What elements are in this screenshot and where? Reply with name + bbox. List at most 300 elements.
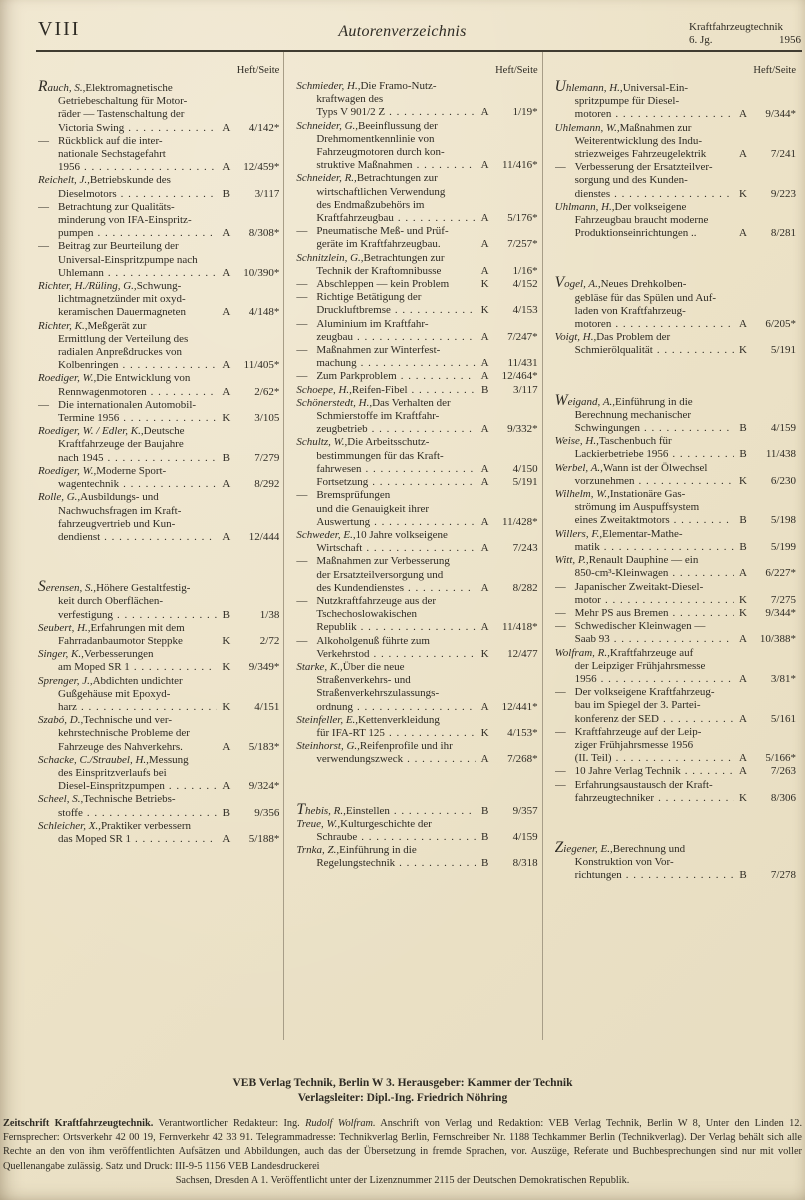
index-entry bbox=[38, 648, 279, 674]
category-letter: B bbox=[222, 806, 230, 819]
index-entry bbox=[555, 779, 796, 805]
index-entry bbox=[296, 278, 537, 291]
category-letter: A bbox=[739, 227, 747, 240]
author-name: Wolfram, R., bbox=[554, 646, 610, 659]
index-entry-line bbox=[38, 531, 279, 544]
dot-leader bbox=[374, 516, 476, 529]
entry-title-text: Wirtschaft bbox=[316, 542, 363, 555]
index-entry-line bbox=[38, 780, 279, 793]
index-entry-line bbox=[555, 647, 796, 660]
entry-title-text: ordnung bbox=[316, 700, 353, 713]
issue-page-ref: 4/151 bbox=[254, 700, 280, 713]
category-letter: B bbox=[739, 540, 747, 553]
dot-leader bbox=[615, 318, 734, 331]
ditto-dash: — bbox=[554, 161, 566, 174]
entry-title-text: Technik der Kraftomnibusse bbox=[316, 264, 442, 277]
category-letter: A bbox=[739, 765, 747, 778]
index-entry bbox=[296, 635, 537, 661]
journal-volume: 6. Jg. bbox=[689, 34, 713, 46]
entry-title-text: 10 Jahre Verlag Technik bbox=[574, 765, 681, 778]
category-letter: A bbox=[222, 740, 231, 753]
category-letter: A bbox=[739, 108, 747, 121]
dot-leader bbox=[372, 476, 475, 489]
index-entry-line bbox=[38, 320, 279, 333]
category-letter: K bbox=[222, 661, 231, 674]
journal-info bbox=[689, 21, 801, 47]
ditto-dash: — bbox=[554, 765, 566, 778]
index-entry-line bbox=[296, 357, 537, 370]
index-entry-line bbox=[296, 687, 537, 700]
entry-title-text: Höhere Gestaltfestig- bbox=[96, 582, 191, 595]
index-entry-line bbox=[38, 688, 279, 701]
index-entry-line bbox=[296, 529, 537, 542]
issue-page-ref: 7/257* bbox=[507, 238, 538, 251]
category-letter: A bbox=[480, 581, 489, 594]
category-letter: A bbox=[739, 752, 747, 765]
index-entry bbox=[555, 331, 796, 357]
category-letter: K bbox=[222, 412, 231, 425]
author-name: Steinhorst, G., bbox=[296, 740, 360, 753]
index-entry-line bbox=[296, 225, 537, 238]
category-letter: B bbox=[739, 448, 747, 461]
issue-page-ref: 7/278 bbox=[770, 869, 796, 882]
issue-page-ref: 1/38 bbox=[259, 608, 280, 621]
entry-title-text: Nachwuchsfragen im Kraft- bbox=[58, 504, 182, 517]
entry-title-text: Schmierstoffe im Kraftfahr- bbox=[316, 410, 440, 423]
category-letter: K bbox=[222, 634, 231, 647]
index-entry-line bbox=[296, 714, 537, 727]
dot-leader bbox=[616, 752, 734, 765]
index-entry bbox=[38, 754, 279, 794]
index-entry bbox=[38, 240, 279, 280]
author-name: Schneider, G., bbox=[296, 119, 359, 132]
author-name: Weise, H., bbox=[554, 435, 599, 448]
category-letter: K bbox=[739, 791, 747, 804]
index-entry-line bbox=[296, 740, 537, 753]
journal-name: Kraftfahrzeugtechnik bbox=[689, 21, 784, 33]
issue-page-ref: 11/431 bbox=[507, 357, 538, 370]
dot-leader bbox=[626, 869, 734, 882]
issue-page-ref: 5/176* bbox=[507, 212, 538, 225]
index-entry-line bbox=[555, 594, 796, 607]
index-columns bbox=[36, 52, 800, 1040]
ditto-dash: — bbox=[38, 240, 49, 253]
author-name: Wilhelm, W., bbox=[554, 488, 610, 501]
entry-title-text: konferenz der SED bbox=[574, 712, 659, 725]
index-entry bbox=[555, 276, 796, 331]
page-footer bbox=[0, 1076, 805, 1188]
author-name: Roediger, W., bbox=[38, 372, 97, 385]
index-entry bbox=[38, 135, 279, 175]
index-entry-line bbox=[38, 80, 279, 95]
entry-title-text: Kraftfahrzeuge auf bbox=[609, 646, 694, 659]
entry-title-text: Betrachtungen zur bbox=[363, 251, 445, 264]
issue-page-ref: 12/477 bbox=[507, 647, 538, 660]
entry-title-text: richtungen bbox=[574, 869, 622, 882]
entry-title-text: Japanischer Zweitakt-Diesel- bbox=[574, 580, 704, 593]
entry-title-text: Druckluftbremse bbox=[316, 304, 391, 317]
ditto-dash: — bbox=[38, 398, 49, 411]
category-letter: B bbox=[222, 608, 230, 621]
entry-title-text: Beeinflussung der bbox=[358, 119, 438, 132]
index-entry-line bbox=[296, 120, 537, 133]
entry-title-text: motoren bbox=[574, 108, 612, 121]
entry-title-text: Fortsetzung bbox=[316, 476, 369, 489]
index-entry-line bbox=[555, 331, 796, 344]
entry-title-text: Diesel-Einspritzpumpen bbox=[58, 780, 165, 793]
index-entry bbox=[296, 714, 537, 740]
entry-title-text: der Leipziger Frühjahrsmesse bbox=[574, 659, 706, 672]
entry-title-text: Reifen-Fibel bbox=[351, 383, 408, 396]
entry-title-text: dendienst bbox=[58, 530, 101, 543]
index-entry-line bbox=[296, 423, 537, 436]
entry-title-text: Maßnahmen zur bbox=[619, 121, 692, 134]
index-entry-line bbox=[38, 346, 279, 359]
dot-leader bbox=[104, 531, 217, 544]
index-entry-line bbox=[555, 765, 796, 778]
issue-page-ref: 4/153* bbox=[507, 726, 538, 739]
dot-leader bbox=[398, 212, 476, 225]
entry-title-text: Erfahrungen mit dem bbox=[90, 621, 185, 634]
entry-title-text: Kulturgeschichte der bbox=[340, 817, 432, 830]
issue-page-ref: 9/223 bbox=[770, 187, 796, 200]
index-entry bbox=[38, 174, 279, 200]
entry-title-text: Das Verhalten der bbox=[372, 396, 451, 409]
index-entry bbox=[555, 686, 796, 726]
entry-title-text: Alkoholgenuß führte zum bbox=[316, 634, 430, 647]
index-entry-line bbox=[296, 436, 537, 449]
issue-page-ref: 3/105 bbox=[254, 412, 280, 425]
index-entry-line bbox=[38, 359, 279, 372]
issue-page-ref: 9/357 bbox=[512, 804, 538, 817]
journal-volume-year bbox=[689, 34, 801, 47]
index-entry-line bbox=[38, 767, 279, 780]
index-entry-line bbox=[38, 174, 279, 187]
column-ref-header: Heft/Seite bbox=[236, 65, 280, 76]
index-entry-line bbox=[296, 635, 537, 648]
index-entry-line bbox=[296, 582, 537, 595]
issue-page-ref: 7/279 bbox=[254, 451, 280, 464]
index-entry-line bbox=[38, 609, 279, 622]
index-entry-line bbox=[555, 660, 796, 673]
index-entry-line bbox=[296, 674, 537, 687]
entry-title-text: Ausbildungs- und bbox=[80, 491, 159, 504]
column-ref-header: Heft/Seite bbox=[495, 65, 538, 76]
entry-title-text: wagentechnik bbox=[58, 478, 120, 491]
entry-title-text: Verbesserungen bbox=[83, 648, 154, 661]
dot-leader bbox=[366, 542, 475, 555]
imprint-paragraph bbox=[3, 1117, 802, 1174]
dot-leader bbox=[605, 594, 734, 607]
entry-title-text: Kolbenringen bbox=[58, 359, 119, 372]
category-letter: K bbox=[739, 344, 747, 357]
section-initial: U bbox=[554, 80, 566, 95]
issue-page-ref: 4/159 bbox=[770, 422, 796, 435]
entry-title-text: stoffe bbox=[58, 806, 83, 819]
dot-leader bbox=[657, 344, 734, 357]
issue-page-ref: 6/230 bbox=[770, 474, 796, 487]
category-letter: A bbox=[222, 780, 231, 793]
entry-title-text: Maßnahmen zur Winterfest- bbox=[316, 344, 441, 357]
index-entry bbox=[555, 394, 796, 436]
index-entry-line bbox=[555, 541, 796, 554]
ditto-dash: — bbox=[554, 620, 566, 633]
index-entry-line bbox=[296, 304, 537, 317]
section-initial: W bbox=[554, 393, 568, 409]
entry-title-text: lichtmagnetzünder mit oxyd- bbox=[58, 293, 186, 306]
entry-title-text: Beitrag zur Beurteilung der bbox=[58, 240, 179, 253]
issue-page-ref: 5/199 bbox=[770, 540, 796, 553]
entry-title-text: Der volkseigene Kraftfahrzeug- bbox=[574, 686, 715, 699]
index-entry-line bbox=[555, 581, 796, 594]
entry-title-text: bestimmungen für das Kraft- bbox=[316, 449, 444, 462]
index-entry-line bbox=[555, 869, 796, 882]
issue-page-ref: 4/150 bbox=[512, 462, 538, 475]
category-letter: K bbox=[480, 304, 489, 317]
entry-title-text: Gußgehäuse mit Epoxyd- bbox=[58, 687, 171, 700]
index-entry-line bbox=[38, 306, 279, 319]
column-ref-header: Heft/Seite bbox=[753, 65, 796, 76]
entry-title-text: Abdichten undichter bbox=[92, 674, 183, 687]
entry-title-text: Wann ist der Ölwechsel bbox=[602, 461, 708, 474]
category-letter: A bbox=[739, 672, 747, 685]
index-entry-line bbox=[296, 172, 537, 185]
author-name: Richter, H./Rüling, G., bbox=[38, 280, 137, 293]
category-letter: K bbox=[739, 593, 747, 606]
entry-title-text: Konstruktion von Vor- bbox=[574, 856, 674, 869]
page-title: Autorenverzeichnis bbox=[338, 23, 467, 40]
entry-title-text: zeugbetrieb bbox=[316, 423, 368, 436]
issue-page-ref: 10/390* bbox=[243, 266, 280, 279]
index-entry-line bbox=[555, 462, 796, 475]
ditto-dash: — bbox=[296, 317, 308, 330]
index-entry-line bbox=[38, 161, 279, 174]
issue-page-ref: 7/247* bbox=[507, 330, 538, 343]
category-letter: A bbox=[480, 423, 489, 436]
entry-title-text: fahrwesen bbox=[316, 462, 362, 475]
index-entry-line bbox=[296, 831, 537, 844]
index-section-group bbox=[555, 841, 796, 883]
index-entry-line bbox=[38, 108, 279, 121]
entry-title-text: das Moped SR 1 bbox=[58, 832, 132, 845]
category-letter: A bbox=[222, 832, 231, 845]
category-letter: A bbox=[222, 478, 231, 491]
issue-page-ref: 8/281 bbox=[770, 227, 796, 240]
entry-title-text: vorzunehmen bbox=[574, 474, 635, 487]
index-entry-line bbox=[555, 475, 796, 488]
issue-page-ref: 6/205* bbox=[765, 318, 796, 331]
entry-title-text: radialen Anpreßdruckes von bbox=[58, 346, 183, 359]
category-letter: K bbox=[480, 278, 489, 291]
issue-page-ref: 4/142* bbox=[248, 121, 280, 134]
index-entry-line bbox=[555, 792, 796, 805]
index-entry-line bbox=[296, 857, 537, 870]
issue-page-ref: 5/191 bbox=[512, 476, 538, 489]
entry-title-text: Schwedischer Kleinwagen — bbox=[574, 620, 706, 633]
index-entry-line bbox=[296, 133, 537, 146]
index-entry-line bbox=[555, 620, 796, 633]
entry-title-text: Die internationalen Automobil- bbox=[58, 398, 197, 411]
category-letter: A bbox=[739, 633, 747, 646]
imprint-editor-label: Verantwortlicher Redakteur: Ing. bbox=[158, 1117, 300, 1129]
dot-leader bbox=[658, 792, 734, 805]
author-name: Witt, P., bbox=[554, 554, 589, 567]
index-entry bbox=[296, 80, 537, 120]
index-entry bbox=[296, 318, 537, 344]
index-entry-line bbox=[38, 412, 279, 425]
index-entry-line bbox=[38, 661, 279, 674]
issue-page-ref: 5/191 bbox=[770, 344, 796, 357]
dot-leader bbox=[123, 478, 217, 491]
index-entry-line bbox=[38, 201, 279, 214]
index-entry-line bbox=[555, 80, 796, 95]
entry-title-text: Erfahrungsaustausch der Kraft- bbox=[574, 778, 713, 791]
issue-page-ref: 8/306 bbox=[770, 791, 796, 804]
entry-title-text: spritzpumpe für Diesel- bbox=[574, 95, 680, 108]
author-name: Weigand, A., bbox=[554, 393, 616, 409]
journal-year: 1956 bbox=[779, 34, 801, 46]
index-entry bbox=[555, 161, 796, 201]
category-letter: A bbox=[222, 121, 231, 134]
author-name: Szabó, D., bbox=[38, 714, 84, 727]
category-letter: B bbox=[480, 857, 489, 870]
entry-title-text: ziger Frühjahrsmesse 1956 bbox=[574, 738, 694, 751]
index-entry-line bbox=[555, 201, 796, 214]
category-letter: K bbox=[739, 606, 747, 619]
entry-title-text: und die Genauigkeit ihrer bbox=[316, 502, 430, 515]
author-name: Schneider, R., bbox=[296, 172, 357, 185]
entry-title-text: Renault Dauphine — ein bbox=[588, 554, 699, 567]
index-entry-line bbox=[555, 528, 796, 541]
entry-title-text: Fahrzeugmotoren durch kon- bbox=[316, 146, 445, 159]
entry-title-text: keit durch Oberflächen- bbox=[58, 595, 164, 608]
entry-title-text: eines Zweitaktmotors bbox=[574, 514, 670, 527]
dot-leader bbox=[357, 331, 476, 344]
index-entry-line bbox=[555, 227, 796, 240]
issue-page-ref: 11/416* bbox=[502, 159, 538, 172]
category-letter: B bbox=[739, 869, 747, 882]
index-entry-line bbox=[38, 701, 279, 714]
issue-page-ref: 10/388* bbox=[759, 633, 796, 646]
index-entry-line bbox=[555, 752, 796, 765]
category-letter: K bbox=[739, 474, 747, 487]
ditto-dash: — bbox=[296, 489, 308, 502]
category-letter: A bbox=[480, 542, 489, 555]
author-name: Singer, K., bbox=[38, 648, 84, 661]
category-letter: A bbox=[480, 515, 489, 528]
dot-leader bbox=[373, 648, 475, 661]
entry-title-text: Fahrradanbaumotor Steppke bbox=[58, 634, 183, 647]
index-entry bbox=[555, 201, 796, 241]
entry-title-text: Betriebskunde des bbox=[89, 174, 171, 187]
dot-leader bbox=[644, 422, 734, 435]
issue-page-ref: 5/198 bbox=[770, 514, 796, 527]
page-header bbox=[0, 0, 805, 50]
issue-page-ref: 9/332* bbox=[507, 423, 538, 436]
index-entry bbox=[38, 491, 279, 544]
index-entry-line bbox=[38, 240, 279, 253]
dot-leader bbox=[84, 161, 217, 174]
index-entry bbox=[555, 462, 796, 488]
dot-leader bbox=[639, 475, 734, 488]
index-entry-line bbox=[555, 554, 796, 567]
index-entry-line bbox=[555, 488, 796, 501]
index-entry-line bbox=[38, 333, 279, 346]
dot-leader bbox=[417, 159, 476, 172]
issue-page-ref: 2/62* bbox=[254, 385, 280, 398]
entry-title-text: Der volkseigene bbox=[614, 200, 687, 213]
entry-title-text: Richtige Betätigung der bbox=[316, 291, 422, 304]
index-entry bbox=[555, 647, 796, 687]
index-entry-line bbox=[38, 188, 279, 201]
dot-leader bbox=[122, 359, 217, 372]
issue-page-ref: 9/344* bbox=[765, 606, 796, 619]
entry-title-text: Taschenbuch für bbox=[598, 435, 672, 448]
issue-page-ref: 3/81* bbox=[770, 672, 796, 685]
index-entry-line bbox=[296, 555, 537, 568]
index-entry-line bbox=[555, 135, 796, 148]
index-entry-line bbox=[38, 505, 279, 518]
category-letter: A bbox=[480, 621, 489, 634]
index-entry bbox=[296, 344, 537, 370]
index-entry-line bbox=[38, 148, 279, 161]
entry-title-text: harz bbox=[58, 700, 77, 713]
ditto-dash: — bbox=[38, 200, 49, 213]
index-entry bbox=[38, 425, 279, 465]
index-entry-line bbox=[555, 514, 796, 527]
author-name: Uhlemann, W., bbox=[554, 121, 620, 134]
index-entry-line bbox=[38, 793, 279, 806]
entry-title-text: Über die neue bbox=[342, 660, 405, 673]
index-entry bbox=[38, 399, 279, 425]
index-section-group bbox=[555, 80, 796, 240]
index-entry-line bbox=[555, 779, 796, 792]
index-entry bbox=[38, 465, 279, 491]
author-name: Werbel, A., bbox=[554, 461, 603, 474]
author-name: Steinfeller, E., bbox=[296, 713, 359, 726]
author-name: Sprenger, J., bbox=[38, 674, 93, 687]
dot-leader bbox=[151, 386, 218, 399]
index-entry-line bbox=[296, 159, 537, 172]
entry-title-text: Deutsche bbox=[143, 425, 185, 438]
imprint-editor-name: Rudolf Wolfram. bbox=[305, 1117, 376, 1129]
index-entry-line bbox=[296, 608, 537, 621]
index-entry-line bbox=[555, 292, 796, 305]
entry-title-text: Messung bbox=[148, 753, 189, 766]
dot-leader bbox=[614, 188, 734, 201]
issue-page-ref: 7/243 bbox=[512, 542, 538, 555]
entry-title-text: Rennwagenmotoren bbox=[58, 385, 147, 398]
ditto-dash: — bbox=[554, 606, 566, 619]
index-entry bbox=[296, 252, 537, 278]
index-entry-line bbox=[38, 741, 279, 754]
ditto-dash: — bbox=[554, 725, 566, 738]
index-entry-line bbox=[555, 409, 796, 422]
entry-title-text: Typs V 901/2 Z bbox=[316, 106, 386, 119]
ditto-dash: — bbox=[296, 555, 308, 568]
entry-title-text: Technische Betriebs- bbox=[83, 793, 176, 806]
index-entry-line bbox=[296, 648, 537, 661]
author-name: Schönerstedt, H., bbox=[296, 396, 373, 409]
issue-page-ref: 7/268* bbox=[507, 753, 538, 766]
index-section-group bbox=[555, 276, 796, 357]
index-entry-line bbox=[38, 293, 279, 306]
author-name: Trnka, Z., bbox=[296, 844, 340, 857]
entry-title-text: Meßgerät zur bbox=[87, 319, 147, 332]
entry-title-text: Instationäre Gas- bbox=[609, 488, 686, 501]
section-initial: V bbox=[554, 276, 565, 292]
index-entry-line bbox=[38, 727, 279, 740]
